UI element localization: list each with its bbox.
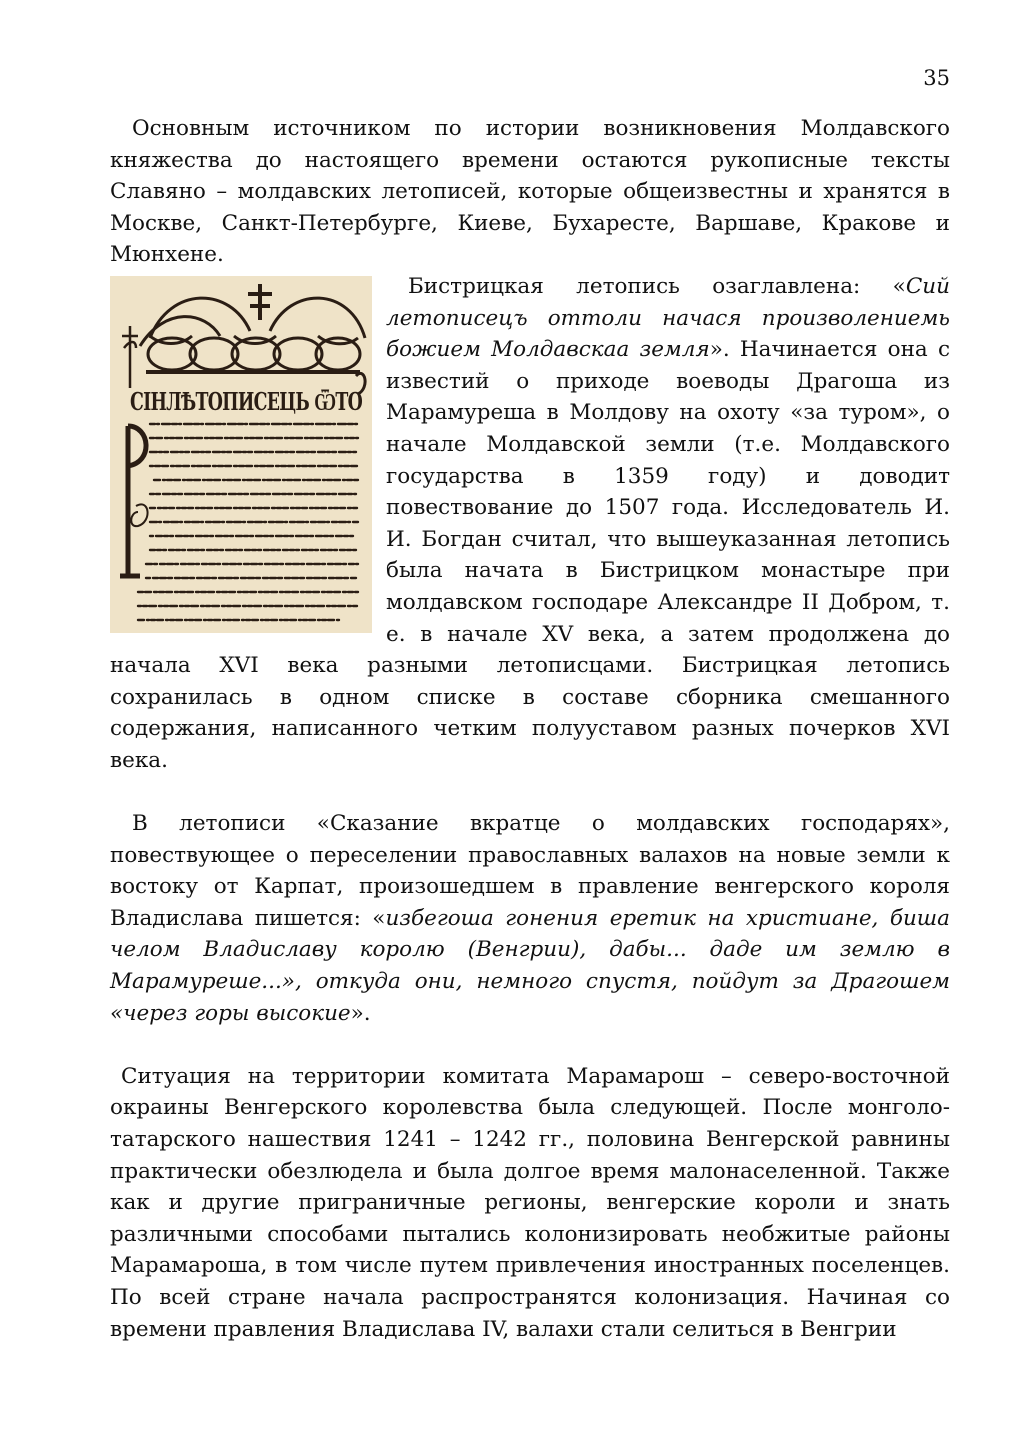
manuscript-paper (110, 276, 372, 633)
manuscript-image (110, 276, 372, 633)
page-number: 35 (923, 66, 950, 90)
legend-quote: избегоша гонения еретик на христиане, биша челом Владиславу королю (Венгрии), дабы... даде им землю в Марамуреше...», откуда они, немного спустя, пойдут за Драгошем «через горы высокие (110, 905, 950, 1026)
paragraph-2-body: ». Начинается она с известий о приходе воеводы Драгоша из Марамуреша в Молдову на охоту «за туром», о начале Молдавской земли (т.е. Молдавского государства в 1359 году) и доводит повествование до 1507 года. Исследователь И. И. Богдан считал, что вышеуказанная летопись была начата в Бистрицком монастыре при молдавском господаре Александре II Добром, т. е. в начале XV века, а затем продолжена до начала XVI века разными летописцами. Бистрицкая летопись сохранилась в одном списке в составе сборника смешанного содержания, написанного четким полууставом разных почерков XVI века. (110, 337, 951, 773)
page-content (110, 113, 950, 1345)
chronicle-title-quote: Сий летописецъ оттоли начася произволениемь божием Молдавскаа земля (386, 273, 950, 363)
paragraph-3-intro: В летописи «Сказание вкратце о молдавских господарях», повествующее о переселении православных валахов на новые земли к востоку от Карпат, произошедшем в правление венгерского короля Владислава пишется: « (110, 811, 950, 931)
paragraph-2-intro: Бистрицкая летопись озаглавлена: « (408, 273, 906, 299)
paragraph-3-end: ». (350, 1000, 371, 1026)
paragraph-3 (110, 808, 950, 1029)
paragraph-4: Ситуация на территории комитата Марамарош – северо-восточной окраины Венгерского королевства была следующей. После монголо-татарского нашествия 1241 – 1242 гг., половина Венгерской равнины практически обезлюдела и была долгое время малонаселенной. Также как и другие приграничные регионы, венгерские короли и знать различными способами пытались колонизировать необжитые районы Марамароша, в том числе путем привлечения иностранных поселенцев. По всей стране начала распространятся колонизация. Начиная со времени правления Владислава IV, валахи стали селиться в Венгрии (110, 1063, 950, 1342)
manuscript-heading: СІНЛѢТОПИСЕЦЬ ѾТО (130, 386, 363, 416)
paragraph-1: Основным источником по истории возникновения Молдавского княжества до настоящего времени остаются рукописные тексты Славяно – молдавских летописей, которые общеизвестны и хранятся в Москве, Санкт-Петербурге, Киеве, Бухаресте, Варшаве, Кракове и Мюнхене. (110, 116, 950, 268)
